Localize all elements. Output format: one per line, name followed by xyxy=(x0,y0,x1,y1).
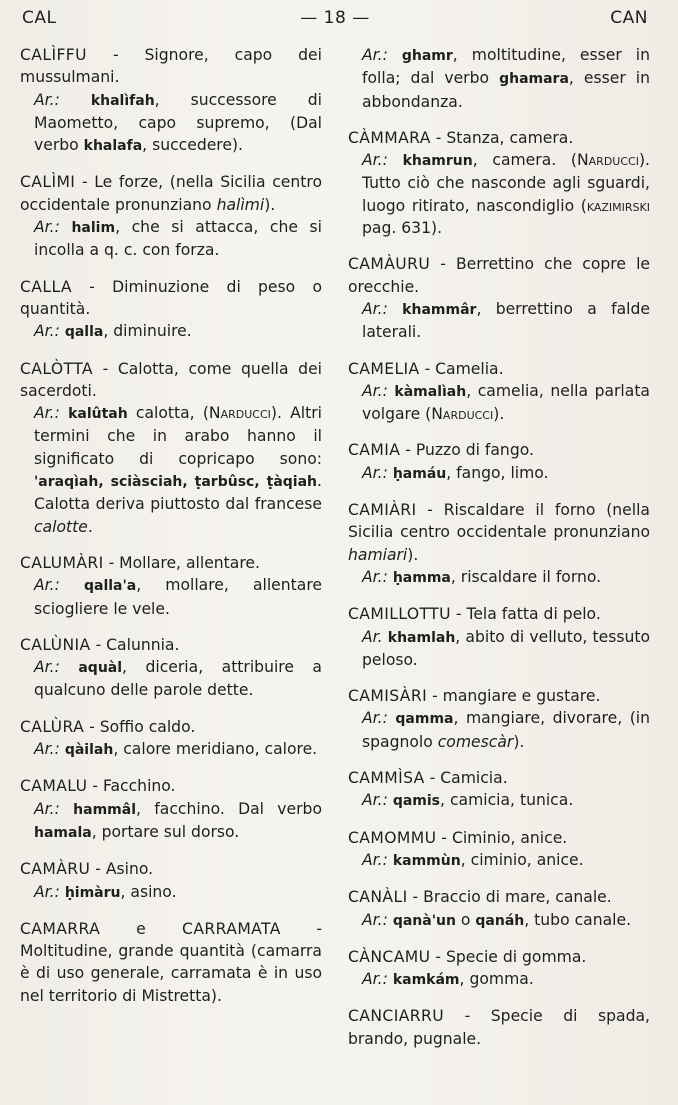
arabic-label: Ar.: xyxy=(362,970,388,989)
arabic-gloss-2: ). xyxy=(493,405,505,424)
arabic-word: aquàl xyxy=(78,660,123,677)
definition: - Puzzo di fango. xyxy=(400,441,534,460)
definition: - Mollare, allentare. xyxy=(103,553,260,572)
definition: - mangiare e gustare. xyxy=(427,687,601,706)
arabic-gloss-2: ). Tutto ciò che nasconde agli sguardi, luogo ritirato, nascondiglio ( xyxy=(362,151,650,215)
header-right-guide-word: CAN xyxy=(610,8,648,28)
definition: - Ciminio, anice. xyxy=(436,828,568,847)
arabic-word: ḥimàru xyxy=(64,884,121,901)
arabic-label: Ar.: xyxy=(362,567,388,586)
arabic-gloss: , calore meridiano, calore. xyxy=(113,740,318,759)
source-author: Narducci xyxy=(208,404,271,423)
arabic-word: ḥamáu xyxy=(392,465,447,482)
entry-calimi xyxy=(20,171,322,261)
arabic-word: qamis xyxy=(392,793,441,810)
entry-calura xyxy=(20,716,322,762)
entry-camillottu xyxy=(348,603,650,671)
french-word: calotte xyxy=(34,517,88,536)
arabic-label: Ar.: xyxy=(34,90,60,109)
arabic-word: qamma xyxy=(395,711,454,728)
arabic-gloss: , camera. ( xyxy=(472,151,577,170)
entry-canciarru xyxy=(348,1005,650,1050)
headword: CAMALU xyxy=(20,777,88,796)
arabic-word: khamrun xyxy=(402,153,473,170)
headword: CAMARRA e CARRAMATA xyxy=(20,919,281,938)
page-header xyxy=(22,8,648,34)
definition: - Stanza, camera. xyxy=(430,128,574,147)
definition: - Facchino. xyxy=(87,777,176,796)
arabic-gloss: , abito di velluto, tessuto peloso. xyxy=(362,627,650,669)
arabic-label: Ar.: xyxy=(34,658,60,677)
arabic-label: Ar.: xyxy=(362,791,388,810)
arabic-word-extra: hamala xyxy=(34,824,92,841)
arabic-gloss: , ciminio, anice. xyxy=(460,850,584,869)
arabic-gloss: , camelia, nella parlata volgare ( xyxy=(362,381,650,424)
arabic-label: Ar.: xyxy=(362,910,388,929)
entry-cancamu xyxy=(348,946,650,992)
headword: CALLA xyxy=(20,277,72,296)
arabic-label: Ar.: xyxy=(362,850,388,869)
arabic-word: ḥamma xyxy=(392,569,451,586)
definition: - Riscaldare il forno (nella Sicilia centro occidentale pronunziano xyxy=(348,501,650,542)
arabic-label: Ar. xyxy=(362,627,383,646)
arabic-gloss: , mangiare, divorare, (in spagnolo xyxy=(362,709,650,751)
arabic-label: Ar.: xyxy=(34,404,60,423)
arabic-gloss: , camicia, tunica. xyxy=(440,791,574,810)
entry-cammisa xyxy=(348,767,650,813)
definition: - Calotta, come quella dei sacerdoti. xyxy=(20,359,322,400)
arabic-word: khamlah xyxy=(387,629,456,646)
arabic-gloss: , diminuire. xyxy=(103,322,192,341)
entry-cammara xyxy=(348,127,650,239)
arabic-label: Ar.: xyxy=(362,46,388,64)
arabic-label: Ar.: xyxy=(34,740,60,759)
arabic-gloss-extra: , portare sul dorso. xyxy=(91,822,240,841)
definition: - Signore, capo dei mussulmani. xyxy=(20,46,322,87)
arabic-label: Ar.: xyxy=(362,381,388,400)
entry-calotta xyxy=(20,358,322,538)
entry-calunia xyxy=(20,634,322,702)
arabic-gloss-3: . Calotta deriva piuttosto dal francese xyxy=(34,472,322,514)
definition: - Moltitudine, grande quantità (camarra è di uso generale, carramata è in uso nel territorio di Mistretta). xyxy=(20,919,322,1005)
definition: - Camicia. xyxy=(424,769,508,788)
headword: CAMILLOTTU xyxy=(348,605,451,624)
definition: - Tela fatta di pelo. xyxy=(450,605,601,624)
arabic-word: qalla'a xyxy=(83,578,137,595)
definition: - Le forze, (nella Sicilia centro occidentale pronunziano xyxy=(20,173,322,214)
arabic-word: qanà'un xyxy=(392,912,456,929)
arabic-label: Ar.: xyxy=(34,576,60,595)
definition: - Asino. xyxy=(90,860,154,879)
headword: CAMELIA xyxy=(348,359,420,378)
entry-camauru xyxy=(348,253,650,343)
arabic-label: Ar.: xyxy=(34,322,60,341)
arabic-word-extra: qanáh xyxy=(475,912,525,929)
source-author: Narducci xyxy=(431,405,494,424)
arabic-label: Ar.: xyxy=(362,709,388,728)
arabic-word: halim xyxy=(71,220,116,237)
entry-camelia xyxy=(348,358,650,426)
definition: - Camelia. xyxy=(419,359,504,378)
arabic-gloss: , moltitudine, esser in folla; dal verbo xyxy=(362,46,650,88)
definition: - Specie di spada, brando, pugnale. xyxy=(348,1007,650,1048)
definition: - Diminuzione di peso o quantità. xyxy=(20,277,322,318)
arabic-word: qalla xyxy=(64,324,104,341)
arabic-word: qàilah xyxy=(64,742,114,759)
end-punct: . xyxy=(87,517,93,536)
source-author: Narducci xyxy=(576,151,639,170)
arabic-word-extra: khalafa xyxy=(83,138,143,155)
entry-camalu xyxy=(20,775,322,844)
headword: CÀMMARA xyxy=(348,128,431,147)
definition: - Calunnia. xyxy=(90,635,180,654)
entry-camarra-continued xyxy=(348,44,650,113)
arabic-word: kammùn xyxy=(392,852,461,869)
headword: CAMÀURU xyxy=(348,255,431,274)
arabic-word: kalûtah xyxy=(68,406,128,423)
headword: CALÙRA xyxy=(20,717,85,736)
arabic-gloss: , riscaldare il forno. xyxy=(450,567,602,586)
arabic-label: Ar.: xyxy=(362,151,388,170)
arabic-gloss-3: pag. 631). xyxy=(362,219,443,238)
arabic-gloss: , facchino. Dal verbo xyxy=(136,799,322,818)
header-left-guide-word: CAL xyxy=(22,8,57,28)
entry-camarra xyxy=(20,918,322,1007)
right-column xyxy=(348,44,650,1064)
entry-camisari xyxy=(348,685,650,753)
headword: CALUMÀRI xyxy=(20,553,104,572)
headword: CALÒTTA xyxy=(20,359,93,378)
entry-canali xyxy=(348,886,650,932)
arabic-gloss-extra: , tubo canale. xyxy=(524,910,632,929)
headword: CAMIA xyxy=(348,441,401,460)
page-number: — 18 — xyxy=(300,8,370,28)
arabic-gloss: , successore di Maometto, capo supremo, (Dal verbo xyxy=(34,90,322,155)
left-column xyxy=(20,44,322,1021)
headword: CALÌMI xyxy=(20,173,76,192)
headword: CALÙNIA xyxy=(20,635,91,654)
definition-italic: hamiari xyxy=(348,545,408,564)
arabic-label: Ar.: xyxy=(362,299,388,318)
headword: CAMMÌSA xyxy=(348,769,425,788)
entry-camommu xyxy=(348,827,650,873)
definition: - Specie di gomma. xyxy=(430,947,587,966)
headword: CALÌFFU xyxy=(20,46,87,64)
headword: CAMOMMU xyxy=(348,828,437,847)
end-punct: ). xyxy=(513,732,525,751)
arabic-label: Ar.: xyxy=(34,882,60,901)
arabic-gloss-extra: , esser in abbondanza. xyxy=(362,69,650,111)
arabic-gloss: o xyxy=(455,910,476,929)
arabic-word: khalìfah xyxy=(90,92,155,109)
arabic-terms: 'araqìah, sciàsciah, ṭarbûsc, ṭàqiah xyxy=(34,474,318,491)
entry-calumari xyxy=(20,552,322,620)
arabic-gloss: , mollare, allentare sciogliere le vele. xyxy=(34,576,322,618)
arabic-word: kamkám xyxy=(392,972,460,989)
definition: - Braccio di mare, canale. xyxy=(407,888,612,907)
arabic-gloss: calotta, ( xyxy=(127,404,209,423)
definition-end: ). xyxy=(264,195,276,214)
definition-end: ). xyxy=(407,545,419,564)
definition-italic: halìmi xyxy=(216,195,265,214)
entry-camia xyxy=(348,439,650,485)
entry-camaru xyxy=(20,858,322,904)
headword: CÀNCAMU xyxy=(348,947,431,966)
headword: CAMÀRU xyxy=(20,860,91,879)
headword: CANÀLI xyxy=(348,888,408,907)
arabic-gloss: , fango, limo. xyxy=(446,463,549,482)
arabic-gloss: , che si attacca, che si incolla a q. c. con forza. xyxy=(34,218,322,260)
arabic-label: Ar.: xyxy=(34,218,60,237)
spanish-word: comescàr xyxy=(437,732,514,751)
arabic-gloss-2: ). Altri termini che in arabo hanno il significato di copricapo sono: xyxy=(34,404,322,468)
entry-camiari xyxy=(348,499,650,589)
arabic-label: Ar.: xyxy=(34,799,60,818)
entry-califfu xyxy=(20,44,322,157)
arabic-gloss: , berrettino a falde laterali. xyxy=(362,299,650,342)
definition: - Berrettino che copre le orecchie. xyxy=(348,255,650,296)
source-author-2: kazimirski xyxy=(586,196,650,215)
headword: CAMISÀRI xyxy=(348,687,428,706)
arabic-word: kàmalìah xyxy=(394,383,467,400)
entry-calla xyxy=(20,276,322,344)
arabic-gloss: , gomma. xyxy=(459,970,534,989)
arabic-gloss: , diceria, attribuire a qualcuno delle parole dette. xyxy=(34,658,322,700)
arabic-word: hammâl xyxy=(73,801,137,818)
headword: CAMIÀRI xyxy=(348,501,417,520)
arabic-gloss: , asino. xyxy=(120,882,177,901)
arabic-gloss-extra: , succedere). xyxy=(142,136,244,155)
arabic-word: ghamr xyxy=(401,48,453,64)
definition: - Soffio caldo. xyxy=(84,717,196,736)
arabic-label: Ar.: xyxy=(362,463,388,482)
headword: CANCIARRU xyxy=(348,1007,445,1026)
arabic-word-extra: ghamara xyxy=(499,71,569,88)
arabic-word: khammâr xyxy=(402,301,477,318)
